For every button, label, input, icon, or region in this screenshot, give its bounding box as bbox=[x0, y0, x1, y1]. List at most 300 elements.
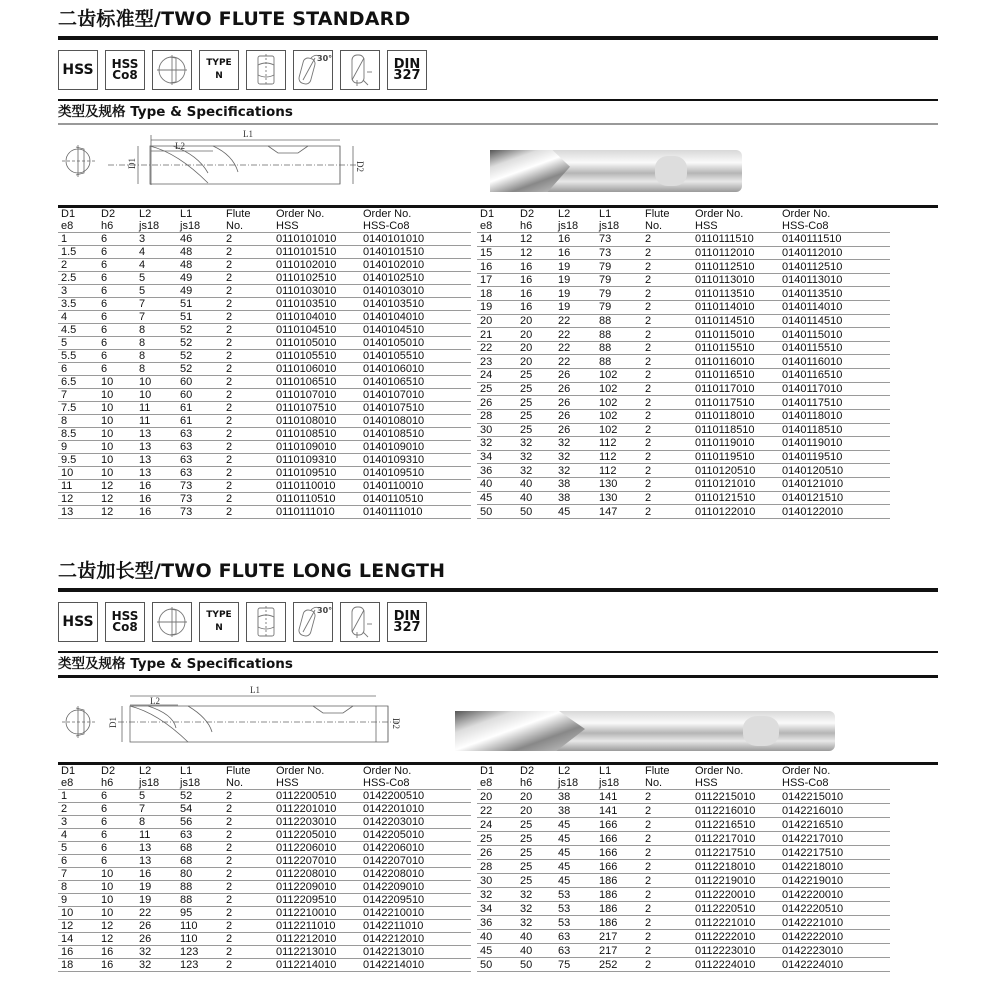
column-header: Order No. bbox=[363, 765, 412, 777]
table-cell: 68 bbox=[177, 855, 223, 868]
table-cell: 10 bbox=[98, 428, 136, 441]
table-row bbox=[477, 341, 890, 355]
table-cell: 0142203010 bbox=[360, 816, 471, 829]
icon-label: 327 bbox=[393, 68, 421, 83]
icon-label: DIN bbox=[393, 609, 421, 624]
table-cell: 0112201010 bbox=[273, 803, 360, 816]
table-cell: 186 bbox=[596, 902, 642, 916]
table-cell: 2 bbox=[58, 803, 98, 816]
table-cell: 26 bbox=[555, 382, 596, 396]
center-cutting-icon bbox=[152, 602, 192, 642]
table-cell: 2 bbox=[642, 916, 692, 930]
table-cell: 2 bbox=[642, 355, 692, 369]
table-cell: 0112217510 bbox=[692, 846, 779, 860]
table-cell: 26 bbox=[555, 423, 596, 437]
table-cell: 0140111510 bbox=[779, 233, 890, 247]
table-cell: 0112207010 bbox=[273, 855, 360, 868]
table-cell: 19 bbox=[477, 301, 517, 315]
table-cell: 0140101010 bbox=[360, 233, 471, 246]
table-cell: 2 bbox=[223, 272, 273, 285]
table-row bbox=[58, 311, 471, 324]
table-cell: 2 bbox=[642, 396, 692, 410]
table-cell: 2 bbox=[223, 894, 273, 907]
table-cell: 0110105510 bbox=[273, 350, 360, 363]
table-cell: 2 bbox=[223, 402, 273, 415]
table-cell: 46 bbox=[177, 233, 223, 246]
column-header: Flute bbox=[226, 765, 251, 777]
table-cell: 13 bbox=[136, 441, 177, 454]
table-cell: 6 bbox=[98, 233, 136, 246]
table-cell: 10 bbox=[98, 868, 136, 881]
table-cell: 32 bbox=[555, 450, 596, 464]
table-cell: 1 bbox=[58, 790, 98, 803]
table-cell: 32 bbox=[136, 959, 177, 972]
table-cell: 112 bbox=[596, 464, 642, 478]
column-header: js18 bbox=[555, 777, 596, 790]
specs-subtitle: 类型及规格 Type & Specifications bbox=[58, 104, 293, 120]
column-header: Flute bbox=[226, 208, 251, 220]
table-cell: 79 bbox=[596, 301, 642, 315]
table-cell: 166 bbox=[596, 860, 642, 874]
table-cell: 0142209510 bbox=[360, 894, 471, 907]
table-cell: 2 bbox=[223, 311, 273, 324]
table-row bbox=[477, 396, 890, 410]
column-header: D2 bbox=[101, 208, 116, 220]
column-header: HSS bbox=[692, 777, 779, 790]
table-row bbox=[477, 818, 890, 832]
table-cell: 16 bbox=[517, 273, 555, 287]
table-cell: 0110120510 bbox=[692, 464, 779, 478]
table-cell: 16 bbox=[136, 868, 177, 881]
table-cell: 13 bbox=[136, 855, 177, 868]
table-cell: 0140102510 bbox=[360, 272, 471, 285]
table-cell: 40 bbox=[517, 944, 555, 958]
table-row bbox=[477, 328, 890, 342]
table-cell: 53 bbox=[555, 888, 596, 902]
table-cell: 25 bbox=[477, 832, 517, 846]
label-d2: D2 bbox=[355, 161, 365, 172]
column-header: js18 bbox=[596, 777, 642, 790]
table-row bbox=[58, 454, 471, 467]
table-cell: 6 bbox=[98, 855, 136, 868]
table-cell: 0110105010 bbox=[273, 337, 360, 350]
table-row bbox=[58, 959, 471, 972]
table-cell: 10 bbox=[98, 881, 136, 894]
table-cell: 6 bbox=[98, 363, 136, 376]
table-cell: 2 bbox=[223, 337, 273, 350]
spec-table-left bbox=[58, 208, 471, 519]
column-header: Order No. bbox=[363, 208, 412, 220]
table-cell: 26 bbox=[555, 369, 596, 383]
table-row bbox=[58, 803, 471, 816]
table-cell: 2 bbox=[642, 790, 692, 804]
table-cell: 0142205010 bbox=[360, 829, 471, 842]
table-cell: 73 bbox=[177, 480, 223, 493]
table-cell: 0142221010 bbox=[779, 916, 890, 930]
table-cell: 0140110510 bbox=[360, 493, 471, 506]
table-cell: 0140119510 bbox=[779, 450, 890, 464]
table-cell: 11 bbox=[136, 402, 177, 415]
table-cell: 0140106010 bbox=[360, 363, 471, 376]
icon-label: Co8 bbox=[112, 68, 138, 82]
table-cell: 63 bbox=[177, 454, 223, 467]
din-327-icon bbox=[387, 602, 427, 642]
table-row bbox=[58, 506, 471, 519]
column-header: Order No. bbox=[276, 765, 325, 777]
hss-icon bbox=[58, 602, 98, 642]
table-cell: 2 bbox=[223, 881, 273, 894]
column-header: js18 bbox=[177, 220, 223, 233]
table-cell: 20 bbox=[477, 314, 517, 328]
section-title: 二齿加长型/TWO FLUTE LONG LENGTH bbox=[58, 560, 446, 582]
table-cell: 0140108010 bbox=[360, 415, 471, 428]
table-cell: 2 bbox=[642, 423, 692, 437]
drawing-row bbox=[58, 678, 938, 762]
spec-table-right bbox=[477, 765, 890, 972]
table-cell: 0140122010 bbox=[779, 505, 890, 519]
table-cell: 25 bbox=[517, 396, 555, 410]
table-cell: 79 bbox=[596, 287, 642, 301]
table-cell: 0142209010 bbox=[360, 881, 471, 894]
table-cell: 8 bbox=[136, 363, 177, 376]
table-cell: 0140109010 bbox=[360, 441, 471, 454]
table-cell: 32 bbox=[477, 888, 517, 902]
table-cell: 2 bbox=[223, 350, 273, 363]
table-cell: 2 bbox=[223, 959, 273, 972]
icon-label: Co8 bbox=[112, 620, 138, 634]
table-cell: 12 bbox=[58, 920, 98, 933]
table-cell: 11 bbox=[58, 480, 98, 493]
table-cell: 15 bbox=[477, 246, 517, 260]
table-row bbox=[58, 402, 471, 415]
table-cell: 0112200510 bbox=[273, 790, 360, 803]
table-cell: 0110117510 bbox=[692, 396, 779, 410]
column-header: Order No. bbox=[695, 765, 744, 777]
table-cell: 45 bbox=[555, 860, 596, 874]
table-cell: 8 bbox=[58, 881, 98, 894]
table-row bbox=[477, 450, 890, 464]
table-row bbox=[477, 423, 890, 437]
type-n-icon bbox=[199, 50, 239, 90]
table-row bbox=[58, 298, 471, 311]
table-row bbox=[58, 829, 471, 842]
table-cell: 18 bbox=[477, 287, 517, 301]
table-cell: 0110114010 bbox=[692, 301, 779, 315]
table-cell: 26 bbox=[477, 396, 517, 410]
table-cell: 95 bbox=[177, 907, 223, 920]
table-row bbox=[477, 888, 890, 902]
table-row bbox=[477, 916, 890, 930]
table-cell: 2 bbox=[223, 324, 273, 337]
table-cell: 25 bbox=[517, 874, 555, 888]
column-header: e8 bbox=[58, 777, 98, 790]
table-cell: 0112214010 bbox=[273, 959, 360, 972]
product-photo bbox=[490, 150, 742, 192]
table-row bbox=[58, 350, 471, 363]
table-cell: 0142212010 bbox=[360, 933, 471, 946]
table-cell: 6 bbox=[98, 311, 136, 324]
table-cell: 0140119010 bbox=[779, 437, 890, 451]
table-cell: 2 bbox=[642, 437, 692, 451]
icon-label: DIN bbox=[393, 57, 421, 72]
table-cell: 13 bbox=[58, 506, 98, 519]
table-cell: 32 bbox=[517, 464, 555, 478]
label-l1: L1 bbox=[243, 129, 253, 139]
table-cell: 8 bbox=[136, 816, 177, 829]
table-row bbox=[477, 287, 890, 301]
table-cell: 8 bbox=[136, 350, 177, 363]
table-cell: 53 bbox=[555, 916, 596, 930]
table-cell: 30 bbox=[477, 423, 517, 437]
table-row bbox=[58, 467, 471, 480]
table-row bbox=[477, 273, 890, 287]
table-cell: 141 bbox=[596, 790, 642, 804]
table-row bbox=[58, 868, 471, 881]
table-cell: 0110101510 bbox=[273, 246, 360, 259]
column-header: L1 bbox=[180, 765, 193, 777]
column-header: D1 bbox=[480, 208, 495, 220]
column-header: L2 bbox=[139, 208, 152, 220]
table-cell: 88 bbox=[596, 355, 642, 369]
table-cell: 32 bbox=[517, 450, 555, 464]
table-cell: 102 bbox=[596, 382, 642, 396]
table-cell: 8 bbox=[136, 337, 177, 350]
table-row bbox=[58, 855, 471, 868]
label-l1: L1 bbox=[250, 685, 260, 695]
table-cell: 26 bbox=[555, 409, 596, 423]
table-cell: 6.5 bbox=[58, 376, 98, 389]
table-cell: 68 bbox=[177, 842, 223, 855]
table-cell: 6 bbox=[98, 829, 136, 842]
table-cell: 0140108510 bbox=[360, 428, 471, 441]
table-cell: 0112218010 bbox=[692, 860, 779, 874]
table-cell: 40 bbox=[477, 930, 517, 944]
column-header: Order No. bbox=[695, 208, 744, 220]
table-cell: 6 bbox=[98, 337, 136, 350]
table-cell: 10 bbox=[98, 402, 136, 415]
section-title: 二齿标准型/TWO FLUTE STANDARD bbox=[58, 8, 411, 30]
table-cell: 16 bbox=[517, 301, 555, 315]
table-cell: 25 bbox=[517, 860, 555, 874]
table-cell: 40 bbox=[477, 477, 517, 491]
product-photo bbox=[455, 711, 835, 751]
table-row bbox=[477, 958, 890, 972]
table-row bbox=[477, 260, 890, 274]
table-cell: 2 bbox=[642, 491, 692, 505]
table-row bbox=[477, 790, 890, 804]
table-cell: 20 bbox=[517, 804, 555, 818]
column-header: HSS-Co8 bbox=[360, 777, 471, 790]
table-cell: 2 bbox=[223, 376, 273, 389]
table-cell: 13 bbox=[136, 428, 177, 441]
table-cell: 3 bbox=[58, 285, 98, 298]
table-cell: 0112206010 bbox=[273, 842, 360, 855]
table-cell: 38 bbox=[555, 491, 596, 505]
table-cell: 0140115510 bbox=[779, 341, 890, 355]
table-cell: 0112224010 bbox=[692, 958, 779, 972]
table-row bbox=[58, 842, 471, 855]
table-cell: 28 bbox=[477, 860, 517, 874]
table-cell: 0142207010 bbox=[360, 855, 471, 868]
table-cell: 25 bbox=[517, 818, 555, 832]
table-cell: 2 bbox=[223, 907, 273, 920]
table-cell: 0110107010 bbox=[273, 389, 360, 402]
table-cell: 45 bbox=[555, 846, 596, 860]
table-cell: 88 bbox=[596, 341, 642, 355]
column-header: No. bbox=[642, 777, 692, 790]
table-cell: 12 bbox=[98, 493, 136, 506]
table-cell: 0142224010 bbox=[779, 958, 890, 972]
table-cell: 2 bbox=[223, 493, 273, 506]
column-header: js18 bbox=[596, 220, 642, 233]
table-row bbox=[58, 415, 471, 428]
table-cell: 2 bbox=[223, 790, 273, 803]
table-row bbox=[477, 355, 890, 369]
shank-flat-icon bbox=[246, 602, 286, 642]
column-header: Order No. bbox=[782, 208, 831, 220]
table-cell: 6 bbox=[58, 363, 98, 376]
table-cell: 2 bbox=[223, 233, 273, 246]
table-cell: 20 bbox=[517, 790, 555, 804]
table-cell: 26 bbox=[555, 396, 596, 410]
table-row bbox=[477, 930, 890, 944]
table-cell: 0140118010 bbox=[779, 409, 890, 423]
table-cell: 6 bbox=[98, 272, 136, 285]
flute-section bbox=[455, 711, 585, 751]
table-cell: 0110112510 bbox=[692, 260, 779, 274]
table-row bbox=[477, 437, 890, 451]
table-row bbox=[58, 389, 471, 402]
column-header: D1 bbox=[480, 765, 495, 777]
table-cell: 2 bbox=[642, 846, 692, 860]
label-d2: D2 bbox=[391, 718, 401, 729]
table-cell: 6 bbox=[98, 259, 136, 272]
column-header: No. bbox=[223, 220, 273, 233]
table-cell: 0142208010 bbox=[360, 868, 471, 881]
table-cell: 0142200510 bbox=[360, 790, 471, 803]
table-cell: 0142218010 bbox=[779, 860, 890, 874]
table-cell: 0110115510 bbox=[692, 341, 779, 355]
table-cell: 2 bbox=[223, 363, 273, 376]
table-cell: 110 bbox=[177, 920, 223, 933]
table-cell: 0142206010 bbox=[360, 842, 471, 855]
table-cell: 10 bbox=[98, 376, 136, 389]
table-cell: 2 bbox=[223, 415, 273, 428]
table-cell: 26 bbox=[136, 920, 177, 933]
table-cell: 32 bbox=[555, 437, 596, 451]
label-l2: L2 bbox=[150, 696, 160, 706]
table-cell: 186 bbox=[596, 888, 642, 902]
column-header: HSS bbox=[273, 777, 360, 790]
table-cell: 0140107010 bbox=[360, 389, 471, 402]
table-cell: 2 bbox=[223, 842, 273, 855]
table-row bbox=[58, 376, 471, 389]
table-cell: 0110116510 bbox=[692, 369, 779, 383]
table-cell: 0110110510 bbox=[273, 493, 360, 506]
table-cell: 0112213010 bbox=[273, 946, 360, 959]
table-cell: 252 bbox=[596, 958, 642, 972]
table-cell: 2 bbox=[642, 369, 692, 383]
table-cell: 1.5 bbox=[58, 246, 98, 259]
table-cell: 50 bbox=[477, 958, 517, 972]
table-cell: 2 bbox=[642, 246, 692, 260]
table-cell: 16 bbox=[555, 246, 596, 260]
table-cell: 12 bbox=[98, 480, 136, 493]
table-cell: 16 bbox=[136, 506, 177, 519]
table-cell: 5 bbox=[136, 285, 177, 298]
icon-label: HSS bbox=[111, 57, 139, 71]
table-cell: 0140113510 bbox=[779, 287, 890, 301]
table-cell: 2 bbox=[642, 860, 692, 874]
table-cell: 0140104010 bbox=[360, 311, 471, 324]
table-cell: 51 bbox=[177, 298, 223, 311]
table-row bbox=[477, 314, 890, 328]
table-cell: 0140116510 bbox=[779, 369, 890, 383]
table-cell: 16 bbox=[517, 287, 555, 301]
helix-30-icon bbox=[293, 602, 333, 642]
table-cell: 0140121510 bbox=[779, 491, 890, 505]
table-cell: 130 bbox=[596, 491, 642, 505]
table-cell: 4 bbox=[58, 311, 98, 324]
table-cell: 73 bbox=[596, 233, 642, 247]
table-cell: 2 bbox=[642, 902, 692, 916]
table-cell: 0110118010 bbox=[692, 409, 779, 423]
table-cell: 38 bbox=[555, 804, 596, 818]
table-cell: 2 bbox=[642, 233, 692, 247]
spec-tables bbox=[58, 208, 938, 519]
table-row bbox=[58, 881, 471, 894]
table-row bbox=[477, 804, 890, 818]
table-cell: 2 bbox=[642, 958, 692, 972]
table-row bbox=[477, 944, 890, 958]
table-cell: 8 bbox=[58, 415, 98, 428]
column-header: No. bbox=[642, 220, 692, 233]
table-cell: 0140105510 bbox=[360, 350, 471, 363]
table-row bbox=[58, 946, 471, 959]
table-cell: 7.5 bbox=[58, 402, 98, 415]
table-cell: 0140112510 bbox=[779, 260, 890, 274]
table-cell: 32 bbox=[555, 464, 596, 478]
table-cell: 6 bbox=[98, 803, 136, 816]
column-header: e8 bbox=[58, 220, 98, 233]
table-cell: 2 bbox=[223, 389, 273, 402]
table-cell: 16 bbox=[555, 233, 596, 247]
table-cell: 0112208010 bbox=[273, 868, 360, 881]
table-row bbox=[58, 480, 471, 493]
table-cell: 0142219010 bbox=[779, 874, 890, 888]
table-cell: 7 bbox=[58, 868, 98, 881]
table-cell: 5 bbox=[136, 790, 177, 803]
table-cell: 22 bbox=[477, 804, 517, 818]
table-cell: 0110113010 bbox=[692, 273, 779, 287]
table-cell: 40 bbox=[517, 477, 555, 491]
table-cell: 0140110010 bbox=[360, 480, 471, 493]
table-cell: 0110104010 bbox=[273, 311, 360, 324]
column-header: js18 bbox=[136, 777, 177, 790]
table-cell: 0110109510 bbox=[273, 467, 360, 480]
technical-drawing bbox=[58, 125, 365, 205]
table-cell: 63 bbox=[555, 944, 596, 958]
table-cell: 63 bbox=[177, 428, 223, 441]
table-cell: 141 bbox=[596, 804, 642, 818]
table-cell: 7 bbox=[136, 803, 177, 816]
table-cell: 32 bbox=[517, 916, 555, 930]
table-cell: 0112221010 bbox=[692, 916, 779, 930]
table-cell: 0110119510 bbox=[692, 450, 779, 464]
table-cell: 4 bbox=[136, 259, 177, 272]
table-row bbox=[477, 369, 890, 383]
table-cell: 48 bbox=[177, 259, 223, 272]
